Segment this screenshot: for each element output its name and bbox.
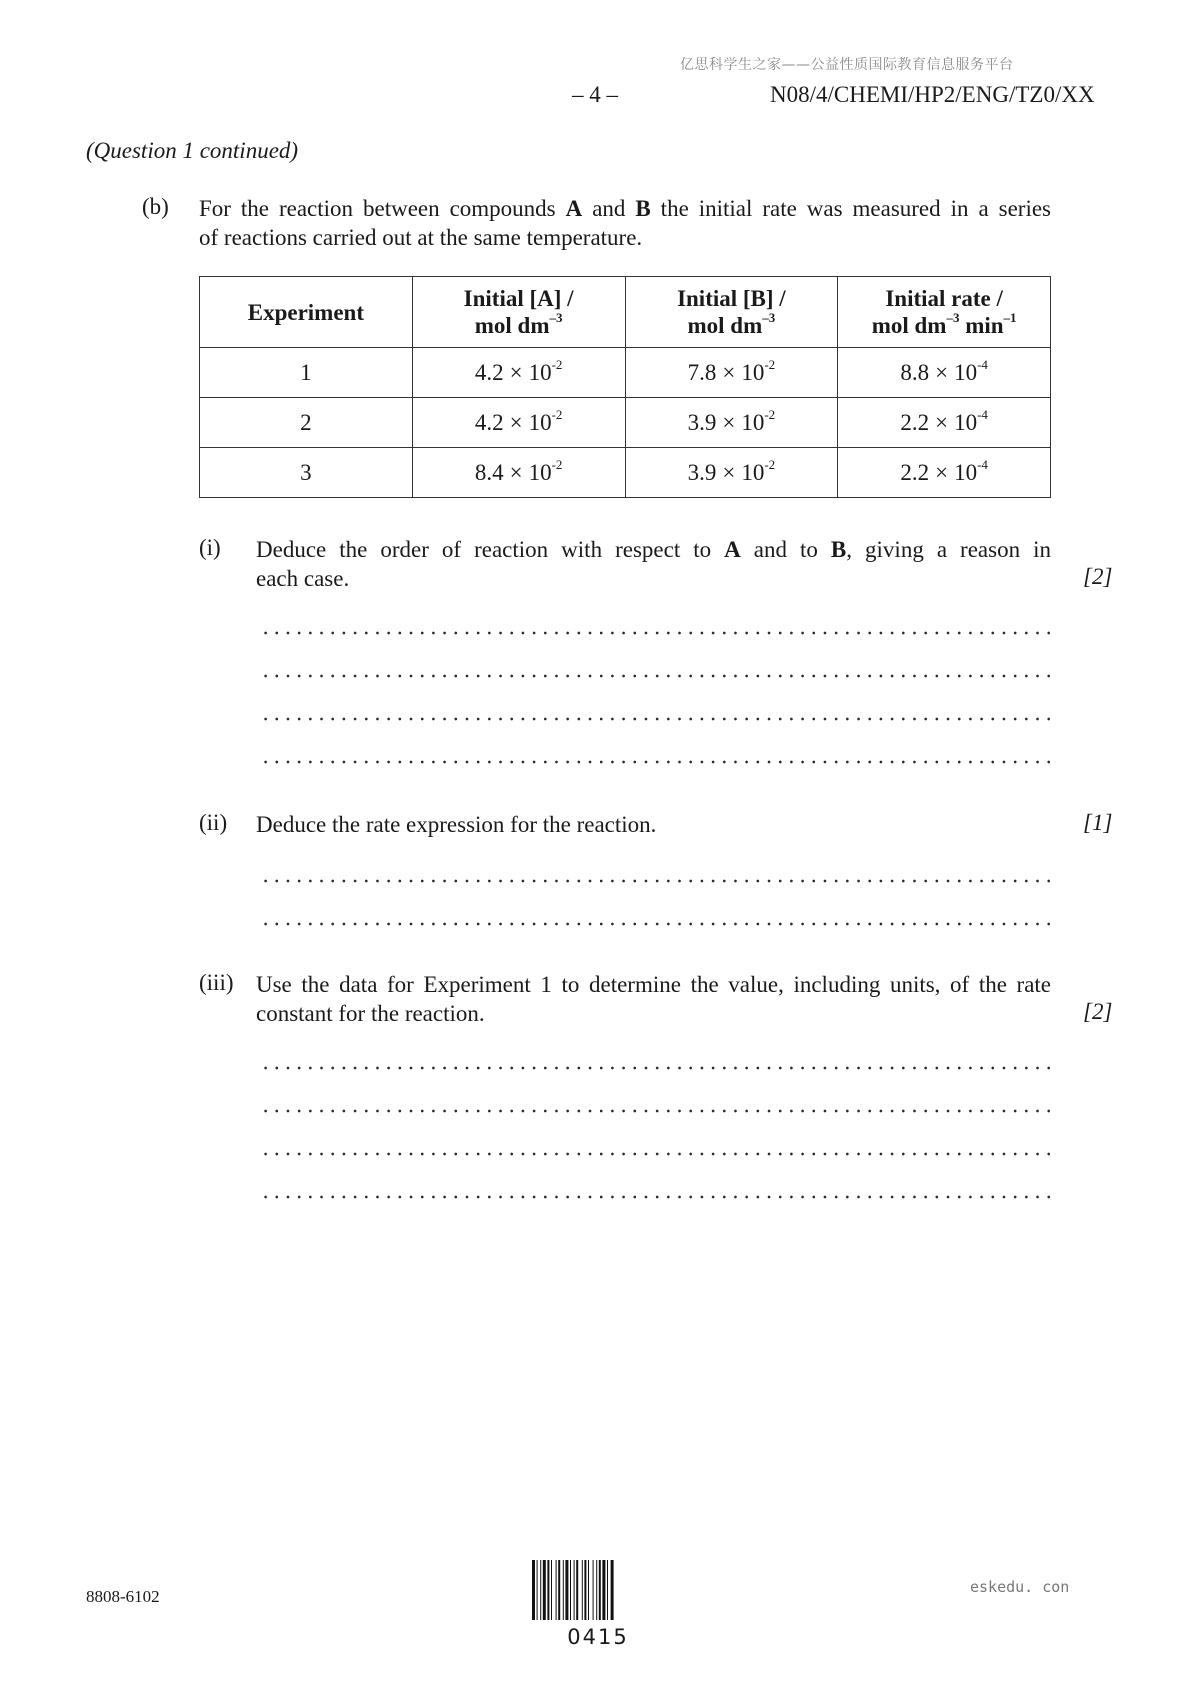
answer-line[interactable] (258, 919, 1051, 929)
answer-line[interactable] (258, 876, 1051, 886)
barcode-bar (599, 1560, 601, 1620)
barcode-bar (584, 1560, 586, 1620)
barcode-bar (547, 1560, 549, 1620)
barcode-bar (607, 1560, 608, 1620)
table-row (200, 448, 1051, 498)
header-initial-rate: Initial rate / mol $dm^{-3}$ $\min^{-1}$ (838, 277, 1051, 348)
watermark-text: 亿思科学生之家——公益性质国际教育信息服务平台 (680, 57, 1014, 73)
answer-line[interactable] (258, 757, 1051, 767)
rate-data-table (199, 276, 1051, 498)
barcode-bar (537, 1560, 538, 1620)
cell-initial-b: $3.9 \times 10^{-2}$ (625, 398, 838, 448)
sub-iii-question-line1: Use the data for Experiment 1 to determine the value, including units, of the rate (256, 972, 1051, 997)
cell-experiment: 1 (200, 348, 413, 398)
barcode-bar (532, 1560, 535, 1620)
header-experiment: Experiment (200, 277, 413, 348)
barcode-bar (556, 1560, 557, 1620)
barcode-bar (543, 1560, 546, 1620)
answer-line[interactable] (258, 714, 1051, 724)
cell-initial-a: $4.2 \times 10^{-2}$ (412, 398, 625, 448)
table-row (200, 348, 1051, 398)
answer-line[interactable] (258, 1192, 1051, 1202)
continuation-note: (Question 1 continued) (86, 138, 299, 163)
sub-i-question-line1: Deduce the order of reaction with respect to A and to B, giving a reason in (256, 537, 1051, 562)
cell-initial-rate: $8.8 \times 10^{-4}$ (838, 348, 1051, 398)
barcode-bar (602, 1560, 605, 1620)
barcode (532, 1560, 664, 1620)
sub-i-label: (i) (199, 535, 221, 560)
barcode-bar (611, 1560, 614, 1620)
part-b-intro-line1: For the reaction between compounds A and B the initial rate was measured in a series (199, 196, 1051, 221)
sub-iii-label: (iii) (199, 970, 234, 995)
sub-ii-label: (ii) (199, 810, 228, 835)
cell-initial-a: $8.4 \times 10^{-2}$ (412, 448, 625, 498)
cell-initial-b: $7.8 \times 10^{-2}$ (625, 348, 838, 398)
cell-initial-b: $3.9 \times 10^{-2}$ (625, 448, 838, 498)
paper-code: N08/4/CHEMI/HP2/ENG/TZ0/XX (770, 82, 1095, 107)
barcode-bar (563, 1560, 564, 1620)
cell-initial-a: $4.2 \times 10^{-2}$ (412, 348, 625, 398)
document-id: 8808-6102 (86, 1587, 160, 1606)
cell-experiment: 3 (200, 448, 413, 498)
sub-iii-question-line2: constant for the reaction. (256, 1001, 485, 1026)
cell-initial-rate: $2.2 \times 10^{-4}$ (838, 398, 1051, 448)
barcode-bar (588, 1560, 589, 1620)
site-watermark: eskedu. con (970, 1578, 1070, 1596)
sub-ii-marks: [1] (1083, 810, 1113, 835)
barcode-bar (582, 1560, 583, 1620)
page-number: – 4 – (572, 82, 618, 107)
answer-line[interactable] (258, 671, 1051, 681)
part-b-label: (b) (142, 194, 169, 219)
cell-experiment: 2 (200, 398, 413, 448)
cell-initial-rate: $2.2 \times 10^{-4}$ (838, 448, 1051, 498)
part-b-intro-line2: of reactions carried out at the same temperature. (199, 225, 643, 250)
barcode-bar (596, 1560, 597, 1620)
barcode-bar (551, 1560, 552, 1620)
barcode-bar (558, 1560, 560, 1620)
sub-i-marks: [2] (1083, 564, 1113, 589)
answer-line[interactable] (258, 1149, 1051, 1159)
barcode-number: 0415 (567, 1625, 629, 1649)
barcode-bar (565, 1560, 568, 1620)
header-initial-b: Initial [B] / mol $dm^{-3}$ (625, 277, 838, 348)
table-header-row (200, 277, 1051, 348)
header-initial-a: Initial [A] / mol $dm^{-3}$ (412, 277, 625, 348)
barcode-bar (593, 1560, 594, 1620)
sub-ii-question: Deduce the rate expression for the reaction. (256, 812, 657, 837)
answer-line[interactable] (258, 628, 1051, 638)
barcode-bar (570, 1560, 571, 1620)
barcode-bar (540, 1560, 541, 1620)
table-row (200, 398, 1051, 448)
answer-line[interactable] (258, 1106, 1051, 1116)
sub-iii-marks: [2] (1083, 999, 1113, 1024)
barcode-bar (574, 1560, 575, 1620)
sub-i-question-line2: each case. (256, 566, 350, 591)
answer-line[interactable] (258, 1063, 1051, 1073)
barcode-bar (576, 1560, 578, 1620)
